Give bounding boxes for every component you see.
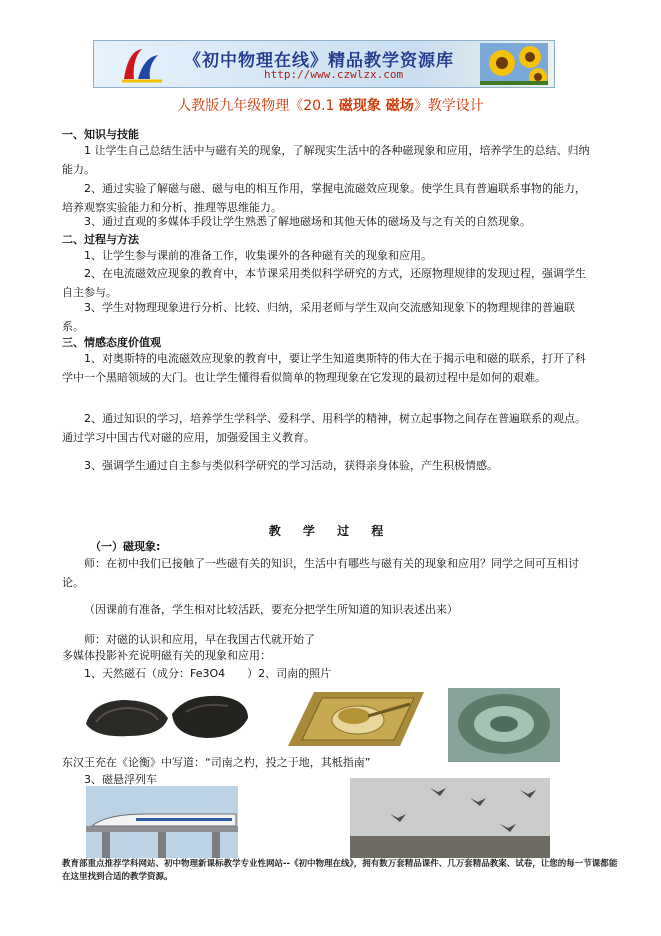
paragraph: 1、让学生参与课前的准备工作，收集课外的各种磁有关的现象和应用。 [84, 249, 432, 262]
banner-url[interactable]: http://www.czwlzx.com [264, 68, 404, 81]
paragraph: 2、在电流磁效应现象的教育中，本节课采用类似科学研究的方式，还原物理规律的发现过程，强调学生自主参与。 [62, 267, 586, 299]
paragraph: 3、学生对物理现象进行分析、比较、归纳，采用老师与学生双向交流感知现象下的物理规律的普遍联系。 [62, 301, 575, 333]
title-prefix: 人教版九年级物理《20.1 [177, 98, 339, 114]
lodestone-photo-1 [82, 694, 172, 740]
banner-brand: 《初中物理在线》精品教学资源库 [184, 51, 454, 71]
paragraph: 3、强调学生通过自主参与类似科学研究的学习活动，获得亲身体验，产生积极情感。 [84, 459, 498, 472]
pigeons-photo [350, 778, 550, 858]
paragraph: 3、磁悬浮列车 [84, 773, 157, 786]
sinan-compass-photo [278, 686, 428, 752]
paragraph: 师：对磁的认识和应用，早在我国古代就开始了 [84, 633, 315, 646]
paragraph: 师：在初中我们已接触了一些磁有关的知识，生活中有哪些与磁有关的现象和应用？同学之间可互相讨论。 [62, 557, 579, 589]
section-heading-attitude: 三、情感态度价值观 [62, 336, 161, 349]
title-highlight: 磁现象 磁场 [338, 98, 414, 114]
section-heading-knowledge: 一、知识与技能 [62, 128, 139, 141]
footer-note: 教育部重点推荐学科网站、初中物理新课标教学专业性网站--《初中物理在线》，拥有数万套精品课件、几万套精品教案、试卷，让您的每一节课都能在这里找到合适的教学资源。 [62, 859, 618, 882]
logo-icon [118, 45, 166, 83]
paragraph: 东汉王充在《论衡》中写道：“司南之杓，投之于地，其柢指南” [62, 756, 371, 769]
sub-heading-magnetism: （一）磁现象: [90, 540, 161, 553]
paragraph: 2、通过实验了解磁与磁、磁与电的相互作用，掌握电流磁效应现象。使学生具有普遍联系事物的能力，培养观察实验能力和分析、推理等思维能力。 [62, 182, 586, 214]
paragraph: 3、通过直观的多媒体手段让学生熟悉了解地磁场和其他天体的磁场及与之有关的自然现象。 [84, 215, 531, 228]
paragraph: 2、通过知识的学习，培养学生学科学、爱科学、用科学的精神，树立起事物之间存在普遍联系的观点。通过学习中国古代对磁的应用，加强爱国主义教育。 [62, 412, 586, 444]
section-heading-process: 二、过程与方法 [62, 233, 139, 246]
sinan-compass-photo-2 [448, 688, 560, 762]
paragraph: 1 让学生自己总结生活中与磁有关的现象，了解现实生活中的各种磁现象和应用，培养学生的总结、归纳能力。 [62, 144, 590, 176]
paragraph: 1、对奥斯特的电流磁效应现象的教育中，要让学生知道奥斯特的伟大在于揭示电和磁的联系，打开了科学中一个黑暗领域的大门。也让学生懂得看似简单的物理现象在它发现的最初过程中是如何的艰难。 [62, 352, 586, 384]
paragraph: 1、天然磁石（成分：Fe3O4 ）2、司南的照片 [84, 667, 332, 680]
paragraph: 多媒体投影补充说明磁有关的现象和应用： [62, 649, 271, 662]
title-suffix: 》教学设计 [413, 98, 484, 114]
document-title [0, 95, 661, 115]
teaching-process-heading: 教 学 过 程 [268, 524, 393, 538]
sunflower-icon [480, 43, 548, 85]
lodestone-photo-2 [166, 692, 252, 742]
maglev-train-photo [86, 786, 238, 858]
paragraph: （因课前有准备，学生相对比较活跃，要充分把学生所知道的知识表述出来） [84, 603, 458, 616]
header-banner [93, 40, 555, 88]
